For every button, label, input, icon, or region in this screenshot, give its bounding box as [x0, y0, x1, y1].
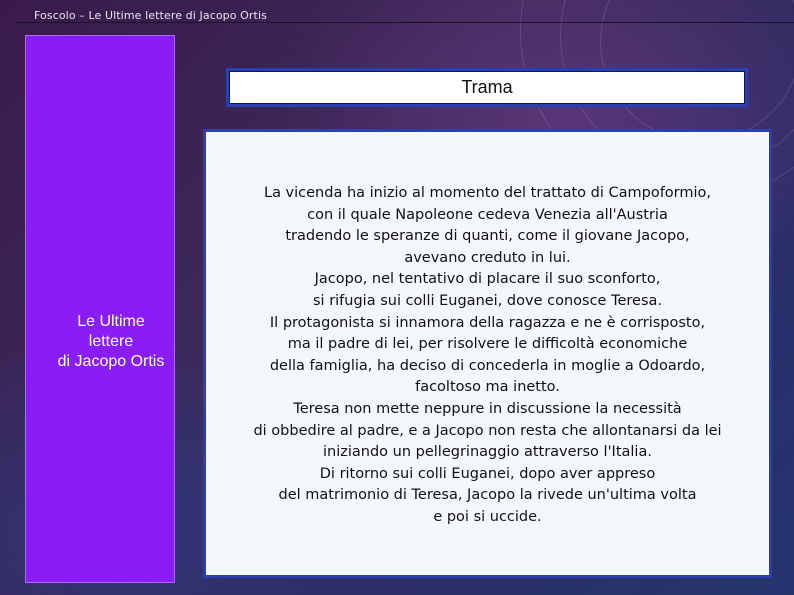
summary-line: Di ritorno sui colli Euganei, dopo aver appreso: [319, 465, 656, 482]
summary-line: La vicenda ha inizio al momento del trattato di Campoformio,: [263, 185, 712, 201]
header-divider: [16, 22, 794, 23]
sidebar-panel: [25, 35, 175, 583]
summary-line: avevano creduto in lui.: [404, 249, 571, 266]
summary-line: del matrimonio di Teresa, Jacopo la rivede un'ultima volta: [278, 487, 697, 504]
sidebar-title: Le Ultime lettere di Jacopo Ortis: [57, 313, 165, 370]
summary-line: Teresa non mette neppure in discussione la necessità: [293, 400, 682, 417]
summary-line: e poi si uccide.: [433, 508, 542, 525]
summary-line: con il quale Napoleone cedeva Venezia all'Austria: [307, 206, 668, 223]
section-title-box: [226, 68, 748, 107]
summary-line: della famiglia, ha deciso di concederla in moglie a Odoardo,: [269, 357, 706, 374]
summary-line: iniziando un pellegrinaggio attraverso l'Italia.: [323, 444, 652, 461]
summary-line: Jacopo, nel tentativo di placare il suo sconforto,: [314, 271, 661, 288]
summary-line: facoltoso ma inetto.: [415, 379, 560, 396]
plot-summary-box: [203, 129, 772, 578]
section-title: Trama: [461, 77, 513, 97]
summary-line: ma il padre di lei, per risolvere le difficoltà economiche: [287, 336, 688, 353]
slide-header-title: Foscolo – Le Ultime lettere di Jacopo Ortis: [34, 9, 267, 22]
summary-line: si rifugia sui colli Euganei, dove conosce Teresa.: [313, 292, 662, 309]
plot-summary-text: [206, 183, 769, 529]
summary-line: di obbedire al padre, e a Jacopo non resta che allontanarsi da lei: [253, 422, 722, 439]
summary-line: tradendo le speranze di quanti, come il giovane Jacopo,: [285, 228, 690, 245]
summary-line: Il protagonista si innamora della ragazza e ne è corrisposto,: [269, 314, 706, 331]
